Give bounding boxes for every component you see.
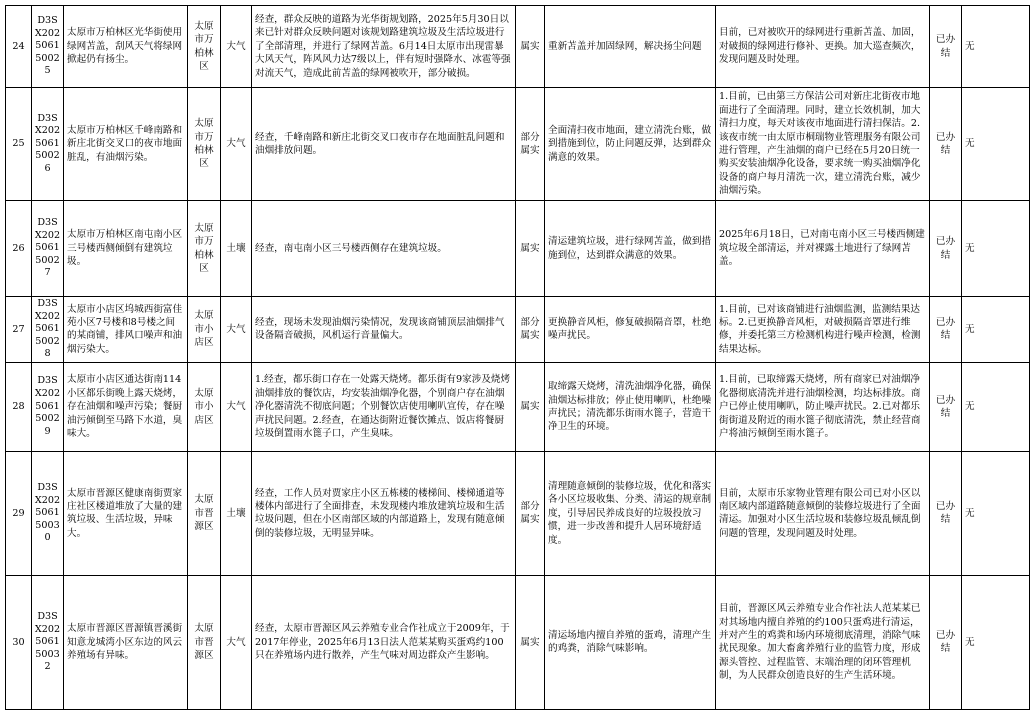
row-number-cell: 29 — [6, 451, 32, 575]
table-row — [6, 6, 1030, 88]
investigation-finding-cell: 1.经查，都乐街口存在一处露天烧烤。都乐街有9家涉及烧烤油烟排放的餐饮店，均安装油烟净化器，个别商户存在油烟净化器清洗不彻底问题；个别餐饮店使用喇叭宣传，存在噪声扰民问题。2.经查，在通达街附近餐饮摊点、饭店将餐厨垃圾倒置雨水篦子口，产生臭味。 — [252, 362, 516, 451]
verdict-cell: 属实 — [516, 362, 545, 451]
rectification-progress-cell: 目前，太原市乐家物业管理有限公司已对小区以南区域内部道路随意倾倒的装修垃圾进行了全面清运。加强对小区生活垃圾和装修垃圾乱倾乱倒问题的管理，发现问题及时处理。 — [716, 451, 930, 575]
case-code-cell: D3SX202506150032 — [32, 575, 64, 709]
pollution-type-cell: 土壤 — [221, 451, 252, 575]
issue-description-cell: 太原市万柏林区光华街使用绿网苫盖，刮风天气将绿网掀起仍有扬尘。 — [64, 6, 188, 88]
row-number-cell: 25 — [6, 88, 32, 201]
rectification-progress-cell: 目前，已对被吹开的绿网进行重新苫盖、加固，对破损的绿网进行修补、更换。加大巡查频次，发现问题及时处理。 — [716, 6, 930, 88]
pollution-type-cell: 大气 — [221, 575, 252, 709]
table-row — [6, 362, 1030, 451]
accountability-cell: 无 — [962, 575, 1030, 709]
district-cell: 太原市小店区 — [188, 362, 221, 451]
accountability-cell: 无 — [962, 362, 1030, 451]
status-cell: 已办结 — [930, 575, 962, 709]
status-cell: 已办结 — [930, 297, 962, 363]
row-number-cell: 27 — [6, 297, 32, 363]
accountability-cell: 无 — [962, 88, 1030, 201]
rectification-requirement-cell: 清理随意倾倒的装修垃圾，优化和落实各小区垃圾收集、分类、清运的规章制度，引导居民养成良好的垃圾投放习惯，进一步改善和提升人居环境舒适度。 — [545, 451, 716, 575]
rectification-requirement-cell: 全面清扫夜市地面，建立清洗台账，做到措施到位，防止问题反弹，达到群众满意的效果。 — [545, 88, 716, 201]
investigation-finding-cell: 经查，太原市晋源区风云养殖专业合作社成立于2009年，于2017年停业，2025年6月13日法人范某某购买蛋鸡约100只在养殖场内进行散养，产生气味对周边群众产生影响。 — [252, 575, 516, 709]
table-row — [6, 88, 1030, 201]
case-code-cell: D3SX202506150028 — [32, 297, 64, 363]
rectification-requirement-cell: 取缔露天烧烤，清洗油烟净化器，确保油烟达标排放；停止使用喇叭，杜绝噪声扰民；清洗都乐街雨水篦子，营造干净卫生的环境。 — [545, 362, 716, 451]
status-cell: 已办结 — [930, 451, 962, 575]
district-cell: 太原市晋源区 — [188, 451, 221, 575]
issue-description-cell: 太原市晋源区健康南街贾家庄社区楼道堆放了大量的建筑垃圾、生活垃圾，异味大。 — [64, 451, 188, 575]
row-number-cell: 30 — [6, 575, 32, 709]
complaint-table — [5, 5, 1030, 710]
district-cell: 太原市晋源区 — [188, 575, 221, 709]
rectification-progress-cell: 1.目前，已对该商铺进行油烟监测，监测结果达标。2.已更换静音风柜，对破损隔音罩进行维修，并委托第三方检测机构进行噪声检测，检测结果达标。 — [716, 297, 930, 363]
pollution-type-cell: 土壤 — [221, 201, 252, 297]
accountability-cell: 无 — [962, 451, 1030, 575]
rectification-requirement-cell: 更换静音风柜，修复破损隔音罩，杜绝噪声扰民。 — [545, 297, 716, 363]
rectification-progress-cell: 1.目前，已取缔露天烧烤，所有商家已对油烟净化器彻底清洗并进行油烟检测，均达标排放。商户已停止使用喇叭，防止噪声扰民。2.已对都乐街街道及附近的雨水篦子彻底清洗，禁止经营商户将油污倾倒至雨水篦子。 — [716, 362, 930, 451]
pollution-type-cell: 大气 — [221, 362, 252, 451]
case-code-cell: D3SX202506150030 — [32, 451, 64, 575]
issue-description-cell: 太原市小店区通达街南114小区都乐街晚上露天烧烤，存在油烟和噪声污染；餐厨油污倾倒至马路下水道，臭味大。 — [64, 362, 188, 451]
issue-description-cell: 太原市万柏林区南屯南小区三号楼西侧倾倒有建筑垃圾。 — [64, 201, 188, 297]
investigation-finding-cell: 经查，现场未发现油烟污染情况，发现该商铺顶层油烟排气设备隔音破损，风机运行音量偏大。 — [252, 297, 516, 363]
rectification-requirement-cell: 清运建筑垃圾，进行绿网苫盖，做到措施到位，达到群众满意的效果。 — [545, 201, 716, 297]
district-cell: 太原市小店区 — [188, 297, 221, 363]
issue-description-cell: 太原市万柏林区千峰南路和新庄北街交叉口的夜市地面脏乱，有油烟污染。 — [64, 88, 188, 201]
status-cell: 已办结 — [930, 6, 962, 88]
verdict-cell: 部分属实 — [516, 88, 545, 201]
table-row — [6, 201, 1030, 297]
investigation-finding-cell: 经查，千峰南路和新庄北街交叉口夜市存在地面脏乱问题和油烟排放问题。 — [252, 88, 516, 201]
row-number-cell: 28 — [6, 362, 32, 451]
table-row — [6, 297, 1030, 363]
verdict-cell: 部分属实 — [516, 451, 545, 575]
verdict-cell: 属实 — [516, 6, 545, 88]
rectification-progress-cell: 1.目前，已由第三方保洁公司对新庄北街夜市地面进行了全面清理。同时，建立长效机制，加大清扫力度，每天对该夜市地面进行清扫保洁。2.该夜市统一由太原市桐瑞物业管理服务有限公司进行管理，产生油烟的商户已经在5月20日统一购买安装油烟净化设备，要求统一购买油烟净化设备的商户每月清洗一次，建立清洗台账，减少油烟污染。 — [716, 88, 930, 201]
accountability-cell: 无 — [962, 297, 1030, 363]
district-cell: 太原市万柏林区 — [188, 201, 221, 297]
row-number-cell: 24 — [6, 6, 32, 88]
verdict-cell: 部分属实 — [516, 297, 545, 363]
case-code-cell: D3SX202506150027 — [32, 201, 64, 297]
investigation-finding-cell: 经查，工作人员对贾家庄小区五栋楼的楼梯间、楼梯通道等楼体内部进行了全面排查，未发现楼内堆放建筑垃圾和生活垃圾问题，但在小区南部区域的内部道路上，发现有随意倾倒的装修垃圾，无明显异味。 — [252, 451, 516, 575]
verdict-cell: 属实 — [516, 575, 545, 709]
rectification-progress-cell: 2025年6月18日，已对南屯南小区三号楼西侧建筑垃圾全部清运，并对裸露土地进行了绿网苫盖。 — [716, 201, 930, 297]
issue-description-cell: 太原市晋源区晋源镇晋溪街知意龙城湾小区东边的风云养殖场有异味。 — [64, 575, 188, 709]
pollution-type-cell: 大气 — [221, 88, 252, 201]
accountability-cell: 无 — [962, 6, 1030, 88]
investigation-finding-cell: 经查，群众反映的道路为光华街规划路，2025年5月30日以来已针对群众反映问题对该规划路建筑垃圾及生活垃圾进行了全部清理，并进行了绿网苫盖。6月14日太原市出现雷暴大风天气，阵风风力达7级以上，伴有短时强降水、冰雹等强对流天气，造成此前苫盖的绿网被吹开，部分破损。 — [252, 6, 516, 88]
status-cell: 已办结 — [930, 88, 962, 201]
table-row — [6, 451, 1030, 575]
verdict-cell: 属实 — [516, 201, 545, 297]
rectification-progress-cell: 目前，晋源区风云养殖专业合作社法人范某某已对其场地内擅自养殖的约100只蛋鸡进行清运，并对产生的鸡粪和场内环境彻底清理，消除气味扰民现象。加大畜禽养殖行业的监管力度，形成源头管控、过程监管、末端治理的闭环管理机制，为人民群众创造良好的生产生活环境。 — [716, 575, 930, 709]
case-code-cell: D3SX202506150029 — [32, 362, 64, 451]
table-row — [6, 575, 1030, 709]
district-cell: 太原市万柏林区 — [188, 6, 221, 88]
case-code-cell: D3SX202506150026 — [32, 88, 64, 201]
pollution-type-cell: 大气 — [221, 297, 252, 363]
case-code-cell: D3SX202506150025 — [32, 6, 64, 88]
pollution-type-cell: 大气 — [221, 6, 252, 88]
rectification-requirement-cell: 重新苫盖并加固绿网，解决扬尘问题 — [545, 6, 716, 88]
investigation-finding-cell: 经查，南屯南小区三号楼西侧存在建筑垃圾。 — [252, 201, 516, 297]
table-body — [6, 6, 1030, 710]
accountability-cell: 无 — [962, 201, 1030, 297]
status-cell: 已办结 — [930, 201, 962, 297]
district-cell: 太原市万柏林区 — [188, 88, 221, 201]
row-number-cell: 26 — [6, 201, 32, 297]
status-cell: 已办结 — [930, 362, 962, 451]
rectification-requirement-cell: 清运场地内擅自养殖的蛋鸡，清理产生的鸡粪，消除气味影响。 — [545, 575, 716, 709]
issue-description-cell: 太原市小店区坞城西街富佳苑小区7号楼和8号楼之间的某商铺，排风口噪声和油烟污染大。 — [64, 297, 188, 363]
